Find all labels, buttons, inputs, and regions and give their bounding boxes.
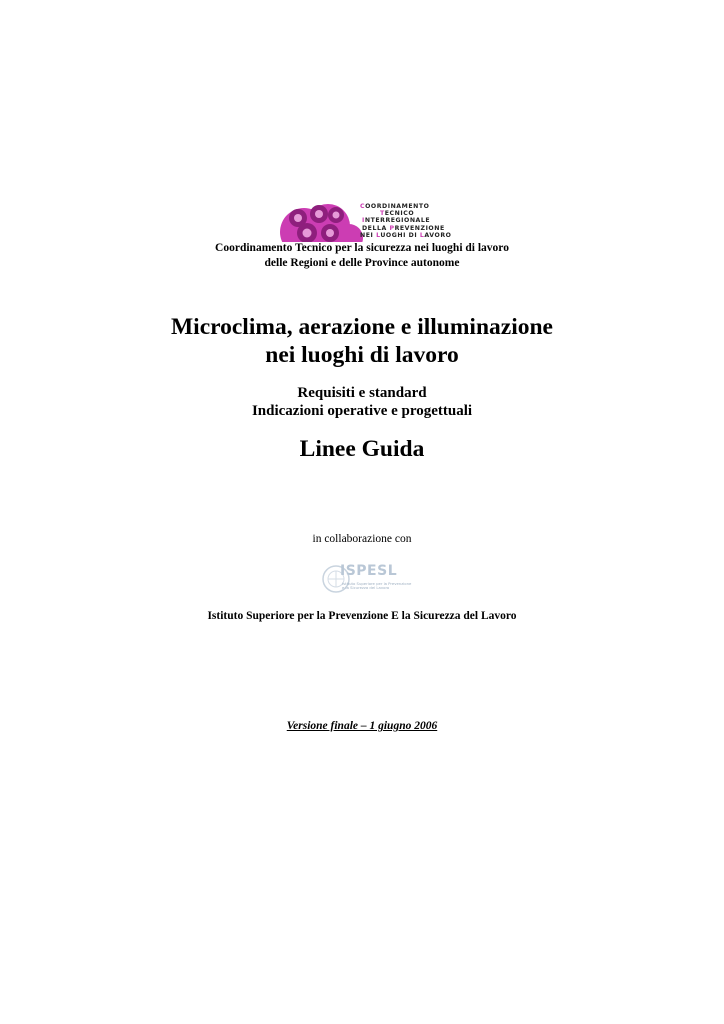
- logo-line: DELLA PREVENZIONE: [362, 224, 445, 232]
- ispesl-subtitle-line-1: Istituto Superiore per la Prevenzione: [342, 581, 412, 586]
- title-line-1: Microclima, aerazione e illuminazione: [170, 314, 553, 340]
- document-title: [0, 313, 724, 369]
- document-subtitle: [0, 384, 724, 420]
- subtitle-line-2: Indicazioni operative e progettuali: [251, 403, 473, 419]
- logo-line: NEI LUOGHI DI LAVORO: [360, 231, 452, 239]
- ispesl-subtitle: [342, 582, 411, 591]
- institute-name: Istituto Superiore per la Prevenzione E la Sicurezza del Lavoro: [207, 610, 517, 622]
- ispesl-logo: [322, 561, 412, 599]
- affiliation: [0, 241, 724, 271]
- logo-text: [360, 203, 451, 239]
- logo-line: INTERREGIONALE: [362, 217, 431, 225]
- version-text: Versione finale – 1 giugno 2006: [286, 720, 438, 732]
- logo-line: TECNICO: [380, 210, 415, 218]
- ispesl-name: ISPESL: [340, 563, 398, 579]
- affiliation-line-1: Coordinamento Tecnico per la sicurezza nei luoghi di lavoro: [215, 242, 509, 254]
- affiliation-line-2: delle Regioni e delle Province autonome: [264, 257, 460, 269]
- collaboration-label: in collaborazione con: [312, 533, 412, 545]
- version-line: [0, 720, 724, 732]
- logo-line: COORDINAMENTO: [360, 203, 430, 210]
- guide-title: Linee Guida: [299, 436, 425, 462]
- ispesl-subtitle-line-2: e la Sicurezza del Lavoro: [342, 585, 390, 591]
- coordinamento-logo: [278, 200, 454, 242]
- subtitle-line-1: Requisiti e standard: [297, 385, 427, 401]
- title-line-2: nei luoghi di lavoro: [265, 342, 459, 368]
